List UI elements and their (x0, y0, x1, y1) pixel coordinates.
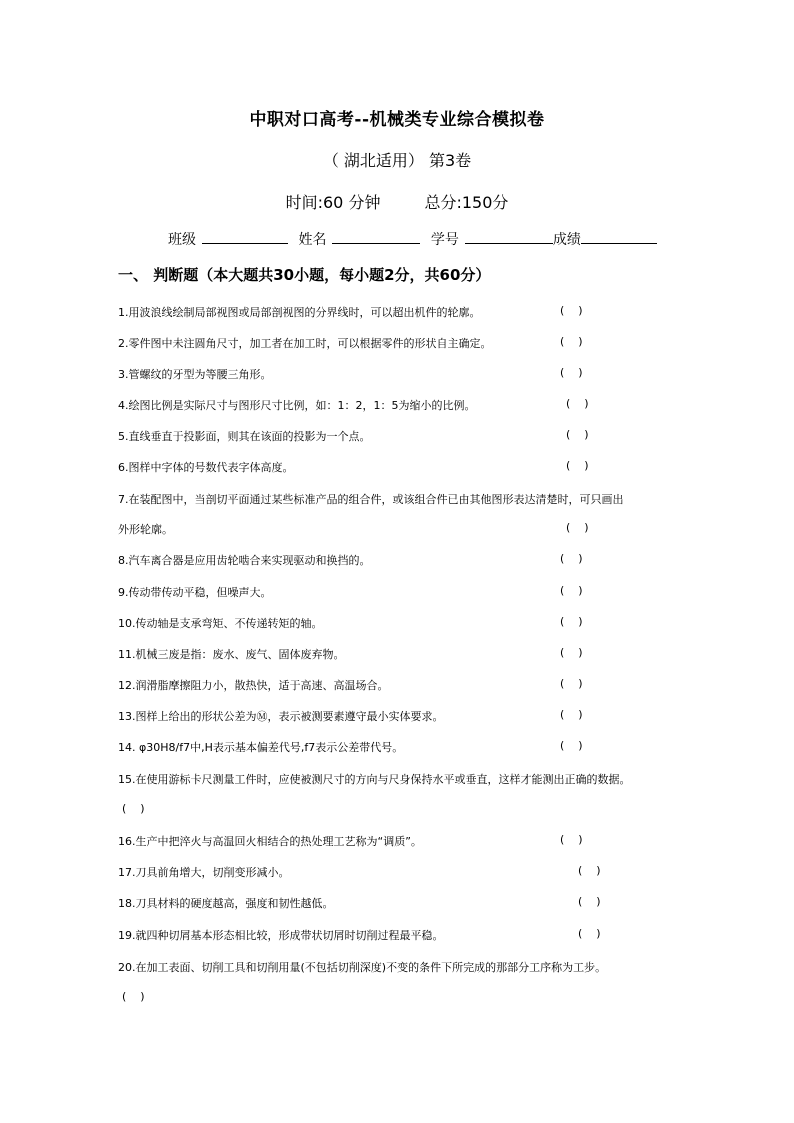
answer-blank-1[interactable]: ( ) (560, 304, 583, 317)
question-2: 2.零件图中未注圆角尺寸，加工者在加工时，可以根据零件的形状自主确定。 (118, 337, 492, 350)
answer-blank-18[interactable]: ( ) (578, 895, 601, 908)
question-17: 17.刀具前角增大，切削变形减小。 (118, 866, 290, 879)
question-18: 18.刀具材料的硬度越高，强度和韧性越低。 (118, 897, 334, 910)
student-info-line (168, 229, 663, 249)
answer-blank-17[interactable]: ( ) (578, 864, 601, 877)
answer-blank-12[interactable]: ( ) (560, 677, 583, 690)
answer-blank-14[interactable]: ( ) (560, 739, 583, 752)
answer-blank-13[interactable]: ( ) (560, 708, 583, 721)
question-1: 1.用波浪线绘制局部视图或局部剖视图的分界线时，可以超出机件的轮廓。 (118, 306, 481, 319)
question-15: 15.在使用游标卡尺测量工件时，应使被测尺寸的方向与尺身保持水平或垂直，这样才能测出正确的数据。 (118, 773, 631, 786)
answer-blank-6[interactable]: ( ) (566, 459, 589, 472)
answer-blank-15[interactable]: ( ) (122, 802, 145, 815)
class-blank[interactable] (202, 229, 288, 244)
answer-blank-16[interactable]: ( ) (560, 833, 583, 846)
question-16: 16.生产中把淬火与高温回火相结合的热处理工艺称为“调质”。 (118, 835, 422, 848)
question-14: 14. φ30H8/f7中,H表示基本偏差代号,f7表示公差带代号。 (118, 741, 404, 754)
id-label: 学号 (430, 232, 459, 248)
answer-blank-2[interactable]: ( ) (560, 335, 583, 348)
name-label: 姓名 (298, 232, 327, 248)
answer-blank-20[interactable]: ( ) (122, 990, 145, 1003)
page-title: 中职对口高考--机械类专业综合模拟卷 (249, 110, 545, 130)
answer-blank-10[interactable]: ( ) (560, 615, 583, 628)
exam-meta (0, 190, 794, 213)
answer-blank-3[interactable]: ( ) (560, 366, 583, 379)
question-6: 6.图样中字体的号数代表字体高度。 (118, 461, 294, 474)
name-blank[interactable] (332, 229, 420, 244)
page-subtitle: （ 湖北适用） 第3卷 (322, 151, 472, 170)
question-7: 7.在装配图中，当剖切平面通过某些标准产品的组合件，或该组合件已由其他图形表达清楚时，可只画出 (118, 493, 624, 506)
answer-blank-19[interactable]: ( ) (578, 927, 601, 940)
question-7-continued: 外形轮廓。 (118, 523, 173, 536)
question-10: 10.传动轴是支承弯矩、不传递转矩的轴。 (118, 617, 323, 630)
answer-blank-7[interactable]: ( ) (566, 521, 589, 534)
question-11: 11.机械三废是指：废水、废气、固体废弃物。 (118, 648, 345, 661)
question-13: 13.图样上给出的形状公差为Ⓜ，表示被测要素遵守最小实体要求。 (118, 710, 444, 723)
answer-blank-11[interactable]: ( ) (560, 646, 583, 659)
question-9: 9.传动带传动平稳，但噪声大。 (118, 586, 272, 599)
question-4: 4.绘图比例是实际尺寸与图形尺寸比例，如：1：2，1：5为缩小的比例。 (118, 399, 476, 412)
answer-blank-9[interactable]: ( ) (560, 584, 583, 597)
section-title: 一、 判断题（本大题共30小题，每小题2分，共60分） (118, 266, 491, 284)
grade-blank[interactable] (581, 229, 657, 244)
question-19: 19.就四种切屑基本形态相比较，形成带状切屑时切削过程最平稳。 (118, 929, 444, 942)
question-20: 20.在加工表面、切削工具和切削用量(不包括切削深度)不变的条件下所完成的那部分工序称为工步。 (118, 961, 607, 974)
answer-blank-5[interactable]: ( ) (566, 428, 589, 441)
question-8: 8.汽车离合器是应用齿轮啮合来实现驱动和换挡的。 (118, 554, 371, 567)
answer-blank-4[interactable]: ( ) (566, 397, 589, 410)
grade-label: 成绩 (552, 232, 581, 248)
id-blank[interactable] (465, 229, 553, 244)
time-label: 时间:60 分钟 (285, 193, 381, 212)
answer-blank-8[interactable]: ( ) (560, 552, 583, 565)
class-label: 班级 (168, 232, 196, 248)
question-12: 12.润滑脂摩擦阻力小，散热快，适于高速、高温场合。 (118, 679, 389, 692)
question-5: 5.直线垂直于投影面，则其在该面的投影为一个点。 (118, 430, 371, 443)
question-3: 3.管螺纹的牙型为等腰三角形。 (118, 368, 272, 381)
score-label: 总分:150分 (424, 193, 509, 212)
